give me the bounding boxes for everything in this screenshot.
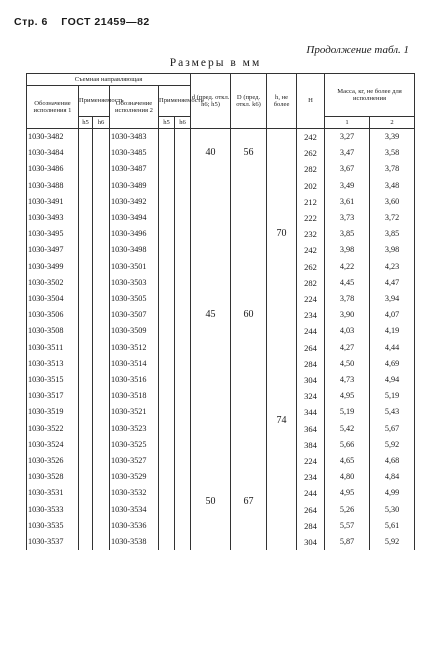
mass-2-cell: 4,23 — [370, 259, 415, 275]
h6-1-cell — [93, 356, 110, 372]
designation-2-cell: 1030-3492 — [110, 194, 159, 210]
col-d: d (пред. откл. h6; h5) — [191, 74, 231, 129]
mass-1-cell: 4,27 — [325, 340, 370, 356]
designation-2-cell: 1030-3487 — [110, 161, 159, 177]
mass-2-cell: 4,19 — [370, 323, 415, 339]
h5-1-cell — [79, 518, 93, 534]
h5-1-cell — [79, 469, 93, 485]
col-h5-2: h5 — [159, 117, 175, 129]
h6-2-cell — [175, 307, 191, 323]
col-designation-2: Обозначение исполнения 2 — [110, 86, 159, 129]
mass-1-cell: 3,49 — [325, 178, 370, 194]
h5-1-cell — [79, 210, 93, 226]
h6-2-cell — [175, 242, 191, 258]
mass-1-cell: 4,65 — [325, 453, 370, 469]
h6-2-cell — [175, 518, 191, 534]
designation-2-cell: 1030-3507 — [110, 307, 159, 323]
H-value-cell: 244 — [297, 485, 325, 501]
H-value-cell: 282 — [297, 161, 325, 177]
designation-1-cell: 1030-3535 — [27, 518, 79, 534]
H-value-cell: 232 — [297, 226, 325, 242]
designation-1-cell: 1030-3531 — [27, 485, 79, 501]
designation-1-cell: 1030-3519 — [27, 404, 79, 420]
designation-2-cell: 1030-3483 — [110, 129, 159, 146]
H-value-cell: 264 — [297, 502, 325, 518]
h6-1-cell — [93, 145, 110, 161]
col-applicability-2: Применяемость — [159, 86, 191, 117]
mass-2-cell: 3,78 — [370, 161, 415, 177]
mass-1-cell: 3,85 — [325, 226, 370, 242]
h6-1-cell — [93, 518, 110, 534]
designation-1-cell: 1030-3506 — [27, 307, 79, 323]
designation-1-cell: 1030-3508 — [27, 323, 79, 339]
mass-1-cell: 5,42 — [325, 421, 370, 437]
mass-1-cell: 5,19 — [325, 404, 370, 420]
h5-2-cell — [159, 437, 175, 453]
mass-2-cell: 4,69 — [370, 356, 415, 372]
designation-1-cell: 1030-3502 — [27, 275, 79, 291]
h5-1-cell — [79, 323, 93, 339]
col-h: h, не более — [267, 74, 297, 129]
mass-1-cell: 3,67 — [325, 161, 370, 177]
h5-2-cell — [159, 161, 175, 177]
mass-2-cell: 5,92 — [370, 534, 415, 550]
mass-2-cell: 5,19 — [370, 388, 415, 404]
page-number: Стр. 6 — [14, 16, 48, 28]
h5-1-cell — [79, 485, 93, 501]
designation-1-cell: 1030-3517 — [27, 388, 79, 404]
h6-1-cell — [93, 291, 110, 307]
h6-1-cell — [93, 502, 110, 518]
h6-2-cell — [175, 291, 191, 307]
h6-1-cell — [93, 388, 110, 404]
mass-1-cell: 4,22 — [325, 259, 370, 275]
h5-2-cell — [159, 502, 175, 518]
mass-2-cell: 3,39 — [370, 129, 415, 146]
h5-2-cell — [159, 356, 175, 372]
h6-1-cell — [93, 404, 110, 420]
table-continuation-note: Продолжение табл. 1 — [306, 44, 409, 56]
designation-2-cell: 1030-3512 — [110, 340, 159, 356]
mass-2-cell: 5,92 — [370, 437, 415, 453]
h5-2-cell — [159, 372, 175, 388]
mass-1-cell: 3,98 — [325, 242, 370, 258]
col-h5-1: h5 — [79, 117, 93, 129]
h6-1-cell — [93, 275, 110, 291]
mass-1-cell: 4,50 — [325, 356, 370, 372]
designation-2-cell: 1030-3536 — [110, 518, 159, 534]
h5-1-cell — [79, 178, 93, 194]
h6-1-cell — [93, 453, 110, 469]
col-D: D (пред. откл. k6) — [231, 74, 267, 129]
H-value-cell: 344 — [297, 404, 325, 420]
mass-1-cell: 3,47 — [325, 145, 370, 161]
h6-1-cell — [93, 421, 110, 437]
h5-1-cell — [79, 161, 93, 177]
H-value-cell: 282 — [297, 275, 325, 291]
h5-1-cell — [79, 453, 93, 469]
h6-2-cell — [175, 259, 191, 275]
col-mass-1: 1 — [325, 117, 370, 129]
mass-2-cell: 3,72 — [370, 210, 415, 226]
h5-2-cell — [159, 453, 175, 469]
designation-1-cell: 1030-3486 — [27, 161, 79, 177]
h6-1-cell — [93, 485, 110, 501]
h6-1-cell — [93, 161, 110, 177]
col-h6-1: h6 — [93, 117, 110, 129]
table-row — [27, 129, 415, 146]
h5-1-cell — [79, 145, 93, 161]
h6-1-cell — [93, 340, 110, 356]
H-value-cell: 224 — [297, 291, 325, 307]
H-value-cell: 284 — [297, 356, 325, 372]
designation-1-cell: 1030-3482 — [27, 129, 79, 146]
designation-2-cell: 1030-3534 — [110, 502, 159, 518]
h5-2-cell — [159, 194, 175, 210]
mass-2-cell: 4,68 — [370, 453, 415, 469]
mass-1-cell: 5,66 — [325, 437, 370, 453]
h5-1-cell — [79, 404, 93, 420]
h6-2-cell — [175, 210, 191, 226]
designation-2-cell: 1030-3498 — [110, 242, 159, 258]
designation-2-cell: 1030-3525 — [110, 437, 159, 453]
h5-2-cell — [159, 421, 175, 437]
mass-1-cell: 4,03 — [325, 323, 370, 339]
h5-1-cell — [79, 388, 93, 404]
designation-2-cell: 1030-3501 — [110, 259, 159, 275]
designation-2-cell: 1030-3527 — [110, 453, 159, 469]
H-value-cell: 304 — [297, 372, 325, 388]
h6-2-cell — [175, 226, 191, 242]
h6-2-cell — [175, 161, 191, 177]
H-value-cell: 234 — [297, 307, 325, 323]
mass-2-cell: 3,48 — [370, 178, 415, 194]
h6-2-cell — [175, 129, 191, 146]
h5-2-cell — [159, 307, 175, 323]
mass-1-cell: 3,73 — [325, 210, 370, 226]
h6-1-cell — [93, 469, 110, 485]
mass-1-cell: 5,57 — [325, 518, 370, 534]
H-value-cell: 242 — [297, 242, 325, 258]
designation-2-cell: 1030-3518 — [110, 388, 159, 404]
h-value-cell — [267, 129, 297, 178]
h6-2-cell — [175, 534, 191, 550]
standard-code: ГОСТ 21459—82 — [61, 16, 150, 28]
h6-2-cell — [175, 194, 191, 210]
H-value-cell: 304 — [297, 534, 325, 550]
designation-1-cell: 1030-3504 — [27, 291, 79, 307]
h6-2-cell — [175, 372, 191, 388]
D-value-cell: 67 — [231, 453, 267, 550]
h6-1-cell — [93, 307, 110, 323]
H-value-cell: 202 — [297, 178, 325, 194]
D-value-cell: 60 — [231, 178, 267, 453]
h5-1-cell — [79, 194, 93, 210]
designation-2-cell: 1030-3532 — [110, 485, 159, 501]
h6-2-cell — [175, 145, 191, 161]
designation-2-cell: 1030-3514 — [110, 356, 159, 372]
h5-2-cell — [159, 340, 175, 356]
mass-2-cell: 3,94 — [370, 291, 415, 307]
designation-2-cell: 1030-3494 — [110, 210, 159, 226]
designation-1-cell: 1030-3524 — [27, 437, 79, 453]
mass-2-cell: 4,84 — [370, 469, 415, 485]
H-value-cell: 364 — [297, 421, 325, 437]
designation-1-cell: 1030-3497 — [27, 242, 79, 258]
h5-2-cell — [159, 226, 175, 242]
h6-2-cell — [175, 178, 191, 194]
h5-1-cell — [79, 534, 93, 550]
H-value-cell: 384 — [297, 437, 325, 453]
h5-2-cell — [159, 210, 175, 226]
mass-1-cell: 3,27 — [325, 129, 370, 146]
h5-2-cell — [159, 178, 175, 194]
h6-1-cell — [93, 210, 110, 226]
h5-2-cell — [159, 259, 175, 275]
h6-1-cell — [93, 242, 110, 258]
H-value-cell: 234 — [297, 469, 325, 485]
h5-1-cell — [79, 437, 93, 453]
h5-2-cell — [159, 534, 175, 550]
h6-2-cell — [175, 356, 191, 372]
designation-1-cell: 1030-3522 — [27, 421, 79, 437]
designation-2-cell: 1030-3489 — [110, 178, 159, 194]
H-value-cell: 242 — [297, 129, 325, 146]
mass-2-cell: 3,60 — [370, 194, 415, 210]
h5-2-cell — [159, 323, 175, 339]
designation-2-cell: 1030-3516 — [110, 372, 159, 388]
mass-1-cell: 3,61 — [325, 194, 370, 210]
mass-2-cell: 5,61 — [370, 518, 415, 534]
mass-2-cell: 4,47 — [370, 275, 415, 291]
h5-2-cell — [159, 145, 175, 161]
d-value-cell: 40 — [191, 129, 231, 178]
H-value-cell: 212 — [297, 194, 325, 210]
mass-1-cell: 4,95 — [325, 485, 370, 501]
designation-1-cell: 1030-3488 — [27, 178, 79, 194]
col-designation-1: Обозначение исполнения 1 — [27, 86, 79, 129]
h5-2-cell — [159, 469, 175, 485]
h5-1-cell — [79, 356, 93, 372]
designation-1-cell: 1030-3528 — [27, 469, 79, 485]
h6-2-cell — [175, 485, 191, 501]
h5-1-cell — [79, 259, 93, 275]
col-mass-group: Масса, кг, не более для исполнения — [325, 74, 415, 117]
table-body — [27, 129, 415, 551]
h6-1-cell — [93, 323, 110, 339]
mass-2-cell: 5,43 — [370, 404, 415, 420]
h5-2-cell — [159, 291, 175, 307]
h6-1-cell — [93, 178, 110, 194]
mass-1-cell: 4,95 — [325, 388, 370, 404]
col-H: H — [297, 74, 325, 129]
h5-2-cell — [159, 388, 175, 404]
mass-1-cell: 3,78 — [325, 291, 370, 307]
designation-1-cell: 1030-3484 — [27, 145, 79, 161]
designation-1-cell: 1030-3493 — [27, 210, 79, 226]
mass-1-cell: 4,73 — [325, 372, 370, 388]
H-value-cell: 262 — [297, 145, 325, 161]
designation-1-cell: 1030-3491 — [27, 194, 79, 210]
mass-2-cell: 4,99 — [370, 485, 415, 501]
designation-1-cell: 1030-3499 — [27, 259, 79, 275]
mass-2-cell: 3,85 — [370, 226, 415, 242]
h6-2-cell — [175, 323, 191, 339]
col-h6-2: h6 — [175, 117, 191, 129]
h6-1-cell — [93, 372, 110, 388]
h5-2-cell — [159, 518, 175, 534]
designation-1-cell: 1030-3511 — [27, 340, 79, 356]
group-header-removable: Съемная направляющая — [27, 74, 191, 86]
d-value-cell: 50 — [191, 453, 231, 550]
h5-1-cell — [79, 340, 93, 356]
designation-1-cell: 1030-3537 — [27, 534, 79, 550]
mass-1-cell: 3,90 — [325, 307, 370, 323]
H-value-cell: 222 — [297, 210, 325, 226]
D-value-cell: 56 — [231, 129, 267, 178]
mass-2-cell: 5,30 — [370, 502, 415, 518]
designation-2-cell: 1030-3538 — [110, 534, 159, 550]
h-value-cell: 70 — [267, 178, 297, 291]
designation-2-cell: 1030-3496 — [110, 226, 159, 242]
h5-1-cell — [79, 291, 93, 307]
H-value-cell: 244 — [297, 323, 325, 339]
designation-2-cell: 1030-3503 — [110, 275, 159, 291]
h6-1-cell — [93, 437, 110, 453]
designation-2-cell: 1030-3505 — [110, 291, 159, 307]
designation-2-cell: 1030-3529 — [110, 469, 159, 485]
dimensions-table — [26, 73, 415, 550]
designation-2-cell: 1030-3523 — [110, 421, 159, 437]
h6-1-cell — [93, 194, 110, 210]
h6-1-cell — [93, 534, 110, 550]
table-row — [27, 453, 415, 469]
h6-2-cell — [175, 404, 191, 420]
h6-1-cell — [93, 259, 110, 275]
mass-1-cell: 5,26 — [325, 502, 370, 518]
page-header — [14, 16, 160, 28]
h6-2-cell — [175, 388, 191, 404]
mass-1-cell: 4,45 — [325, 275, 370, 291]
h6-2-cell — [175, 437, 191, 453]
table-row — [27, 178, 415, 194]
h5-1-cell — [79, 372, 93, 388]
designation-2-cell: 1030-3521 — [110, 404, 159, 420]
mass-2-cell: 3,58 — [370, 145, 415, 161]
h5-1-cell — [79, 226, 93, 242]
h6-1-cell — [93, 129, 110, 146]
h-value-cell: 74 — [267, 291, 297, 550]
mass-2-cell: 3,98 — [370, 242, 415, 258]
h6-2-cell — [175, 453, 191, 469]
H-value-cell: 284 — [297, 518, 325, 534]
col-applicability-1: Применяемость — [79, 86, 110, 117]
h6-2-cell — [175, 421, 191, 437]
h5-2-cell — [159, 485, 175, 501]
h5-1-cell — [79, 275, 93, 291]
h5-2-cell — [159, 404, 175, 420]
mass-2-cell: 4,07 — [370, 307, 415, 323]
designation-2-cell: 1030-3509 — [110, 323, 159, 339]
mass-2-cell: 5,67 — [370, 421, 415, 437]
designation-1-cell: 1030-3513 — [27, 356, 79, 372]
mass-1-cell: 5,87 — [325, 534, 370, 550]
designation-1-cell: 1030-3495 — [27, 226, 79, 242]
H-value-cell: 224 — [297, 453, 325, 469]
h6-2-cell — [175, 502, 191, 518]
designation-2-cell: 1030-3485 — [110, 145, 159, 161]
mass-1-cell: 4,80 — [325, 469, 370, 485]
col-mass-2: 2 — [370, 117, 415, 129]
designation-1-cell: 1030-3533 — [27, 502, 79, 518]
designation-1-cell: 1030-3526 — [27, 453, 79, 469]
H-value-cell: 262 — [297, 259, 325, 275]
h5-1-cell — [79, 129, 93, 146]
d-value-cell: 45 — [191, 178, 231, 453]
H-value-cell: 264 — [297, 340, 325, 356]
designation-1-cell: 1030-3515 — [27, 372, 79, 388]
h5-2-cell — [159, 242, 175, 258]
h5-1-cell — [79, 421, 93, 437]
h6-2-cell — [175, 340, 191, 356]
h6-1-cell — [93, 226, 110, 242]
table-title: Размеры в мм — [169, 57, 262, 69]
H-value-cell: 324 — [297, 388, 325, 404]
h6-2-cell — [175, 469, 191, 485]
h5-1-cell — [79, 242, 93, 258]
h5-1-cell — [79, 502, 93, 518]
h5-1-cell — [79, 307, 93, 323]
mass-2-cell: 4,44 — [370, 340, 415, 356]
mass-2-cell: 4,94 — [370, 372, 415, 388]
h5-2-cell — [159, 275, 175, 291]
h6-2-cell — [175, 275, 191, 291]
h5-2-cell — [159, 129, 175, 146]
